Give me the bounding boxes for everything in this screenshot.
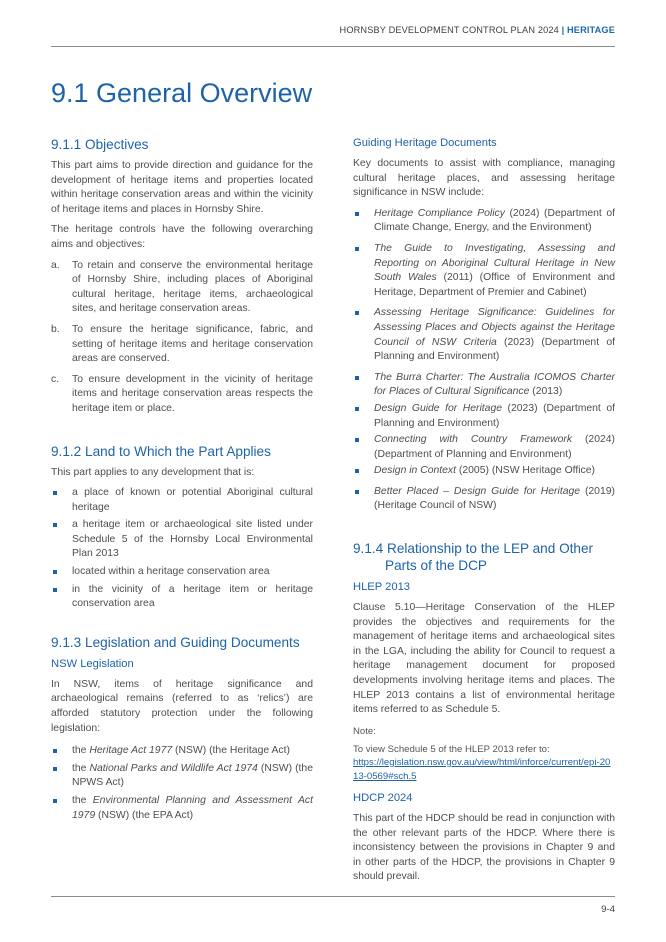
document-title: Assessing Heritage Significance: Guidelines for Assessing Places and Objects against the Heritage Council of NSW Criteria <box>374 307 615 348</box>
list-item-pre: the <box>72 745 90 757</box>
bullet-icon <box>355 469 359 473</box>
list-marker: c. <box>51 373 60 385</box>
page-title: 9.1 General Overview <box>51 78 313 108</box>
document-details: (2024) (Department of Climate Change, Energy, and the Environment) <box>374 207 615 234</box>
guiding-intro: Key documents to assist with compliance, managing cultural heritage places, and assessing heritage significance in NSW include: <box>353 158 615 199</box>
list-item-text: To ensure the heritage significance, fabric, and setting of heritage items and heritage conservation areas are conserved. <box>72 323 313 365</box>
list-item <box>353 402 615 431</box>
header-doc-title: HORNSBY DEVELOPMENT CONTROL PLAN 2024 <box>339 25 559 35</box>
list-item-text: To ensure development in the vicinity of heritage items and heritage conservation areas respects the heritage item or place. <box>72 373 313 414</box>
bullet-icon <box>355 376 359 380</box>
list-item-post: (NSW) (the NPWS Act) <box>72 762 313 789</box>
list-item <box>51 762 313 791</box>
legislation-heading: 9.1.3 Legislation and Guiding Documents <box>51 634 300 650</box>
bullet-icon <box>355 438 359 442</box>
guiding-subheading: Guiding Heritage Documents <box>353 137 497 149</box>
list-item-pre: the <box>72 762 90 774</box>
note-label: Note: <box>353 725 376 737</box>
schedule5-link[interactable]: https://legislation.nsw.gov.au/view/html/inforce/current/epi-2013-0569#sch.5 <box>353 756 611 783</box>
bullet-icon <box>53 588 57 592</box>
list-item-post: (NSW) (the EPA Act) <box>95 809 194 821</box>
note-text: To view Schedule 5 of the HLEP 2013 refer to: <box>353 743 550 755</box>
bullet-icon <box>53 491 57 495</box>
act-title: National Parks and Wildlife Act 1974 <box>89 762 258 774</box>
hdcp-text: This part of the HDCP should be read in conjunction with the other relevant parts of the HDCP. Where there is inconsistency between the provisions in Chapter 9 and in other parts of the HDCP, the provisions in Chapter 9 should prevail. <box>353 813 615 883</box>
hdcp-subheading: HDCP 2024 <box>353 792 413 804</box>
objectives-intro: This part aims to provide direction and guidance for the development of heritage items and properties located within heritage conservation areas and within the vicinity of heritage items and places in Hornsby Shire. <box>51 160 313 215</box>
list-item <box>353 485 615 514</box>
header-separator: | <box>561 25 565 35</box>
document-details: (2023) (Department of Planning and Environment) <box>374 336 615 363</box>
bullet-icon <box>53 570 57 574</box>
document-title: Design in Context <box>374 465 457 477</box>
document-details: (2005) (NSW Heritage Office) <box>456 465 595 477</box>
hlep-text: Clause 5.10—Heritage Conservation of the HLEP provides the objectives and requirements for the management of heritage items and archaeological sites in the LGA, including the ability for Council to request a heritage management document for proposed developments involving heritage items and places. The HLEP 2013 contains a list of environmental heritage items referred to as Schedule 5. <box>353 602 615 716</box>
header-rule <box>51 46 615 47</box>
list-item <box>51 565 313 580</box>
objectives-heading: 9.1.1 Objectives <box>51 137 149 152</box>
document-details: (2013) <box>529 386 563 398</box>
list-item-text: located within a heritage conservation area <box>72 566 270 578</box>
document-title: Design Guide for Heritage <box>374 402 503 414</box>
legislation-list <box>51 744 313 823</box>
applies-list <box>51 486 313 612</box>
bullet-icon <box>355 212 359 216</box>
list-item-post: (NSW) (the Heritage Act) <box>172 745 290 757</box>
bullet-icon <box>355 311 359 315</box>
document-details: (2019) (Heritage Council of NSW) <box>374 485 615 512</box>
list-item <box>51 794 313 823</box>
list-item <box>51 518 313 562</box>
bullet-icon <box>53 767 57 771</box>
act-title: Heritage Act 1977 <box>89 745 173 757</box>
applies-intro: This part applies to any development that is: <box>51 466 255 478</box>
list-item <box>51 323 313 367</box>
bullet-icon <box>355 490 359 494</box>
document-details: (2011) (Office of Environment and Heritage, Department of Premier and Cabinet) <box>374 272 615 298</box>
list-item <box>353 464 615 479</box>
bullet-icon <box>355 247 359 251</box>
running-header <box>340 25 615 35</box>
list-item <box>353 371 615 400</box>
list-item-text: in the vicinity of a heritage item or heritage conservation area <box>72 583 313 610</box>
document-title: Heritage Compliance Policy <box>374 207 505 219</box>
list-item-pre: the <box>72 795 93 806</box>
list-item <box>51 486 313 515</box>
act-title: Environmental Planning and Assessment Act 1979 <box>72 795 313 821</box>
list-item <box>51 744 313 759</box>
document-details: (2024) (Department of Planning and Environment) <box>374 434 615 460</box>
right-column <box>353 136 615 885</box>
page-number: 9-4 <box>601 904 615 915</box>
relationship-heading <box>353 540 615 574</box>
list-item <box>51 259 313 317</box>
footer-rule <box>51 896 615 897</box>
legislation-intro: In NSW, items of heritage significance and archaeological remains (referred to as ‘relics’) are afforded statutory protection under the following legislation: <box>51 678 313 734</box>
list-item <box>51 583 313 612</box>
hlep-subheading: HLEP 2013 <box>353 581 411 594</box>
list-item <box>51 373 313 417</box>
bullet-icon <box>355 407 359 411</box>
header-section: HERITAGE <box>567 25 615 35</box>
list-item <box>353 207 615 236</box>
list-item-text: a heritage item or archaeological site listed under Schedule 5 of the Hornsby Local Environmental Plan 2013 <box>72 519 313 560</box>
objectives-lead: The heritage controls have the following overarching aims and objectives: <box>51 224 313 250</box>
list-marker: a. <box>51 259 60 271</box>
document-title: Connecting with Country Framework <box>374 434 573 446</box>
list-item-text: To retain and conserve the environmental heritage of Hornsby Shire, including places of Aboriginal cultural heritage, heritage items, archaeological sites, and heritage conservation areas. <box>72 259 313 315</box>
bullet-icon <box>53 749 57 753</box>
bullet-icon <box>53 523 57 527</box>
list-item <box>353 306 615 364</box>
objectives-list <box>51 259 313 417</box>
applies-heading: 9.1.2 Land to Which the Part Applies <box>51 443 271 459</box>
left-column <box>51 136 313 826</box>
document-title: The Burra Charter: The Australia ICOMOS Charter for Places of Cultural Significance <box>374 371 615 398</box>
guiding-list <box>353 207 615 514</box>
relationship-heading-line1: 9.1.4 Relationship to the LEP and Other <box>353 541 594 557</box>
list-marker: b. <box>51 323 60 335</box>
list-item <box>353 433 615 462</box>
document-title: The Guide to Investigating, Assessing and Reporting on Aboriginal Cultural Heritage in New South Wales <box>374 242 615 284</box>
document-details: (2023) (Department of Planning and Environment) <box>374 402 615 429</box>
list-item-text: a place of known or potential Aboriginal cultural heritage <box>72 487 313 513</box>
relationship-heading-line2: Parts of the DCP <box>385 558 487 574</box>
bullet-icon <box>53 799 57 803</box>
document-title: Better Placed – Design Guide for Heritage <box>374 485 581 497</box>
list-item <box>353 242 615 300</box>
nsw-legislation-subheading: NSW Legislation <box>51 657 134 670</box>
